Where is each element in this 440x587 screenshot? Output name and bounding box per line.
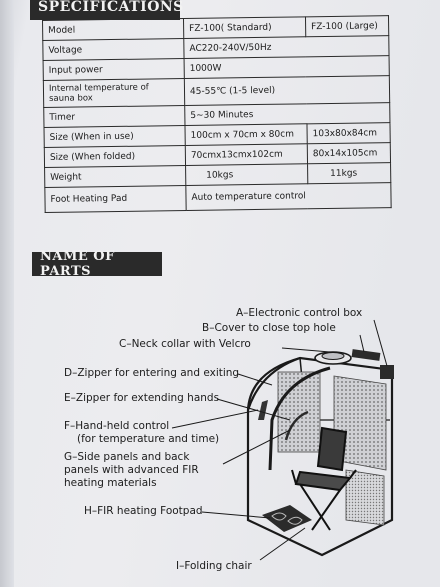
part-f-label-line1: F–Hand-held control <box>64 420 170 432</box>
top-hole-cover <box>352 349 381 361</box>
neck-collar <box>315 352 351 364</box>
size-in-use-large: 103x80x84cm <box>307 123 390 144</box>
internal-temperature-label-line2: sauna box <box>49 93 93 104</box>
specifications-heading: SPECIFICATIONS <box>30 0 180 20</box>
part-g-label-line3: heating materials <box>64 477 157 489</box>
part-a-label: A–Electronic control box <box>236 307 363 319</box>
name-of-parts-heading: NAME OF PARTS <box>32 252 162 276</box>
part-d-label: D–Zipper for entering and exiting <box>64 367 240 379</box>
part-h-label: H–FIR heating Footpad <box>84 505 203 517</box>
foot-heating-pad-value: Auto temperature control <box>186 183 391 211</box>
internal-temperature-value: 45-55℃ (1-5 level) <box>184 76 389 106</box>
input-power-label: Input power <box>43 59 184 81</box>
part-e-label: E–Zipper for extending hands <box>64 392 220 404</box>
internal-temperature-label-line1: Internal temperature of <box>48 82 149 94</box>
part-f-label <box>64 420 219 446</box>
voltage-value: AC220-240V/50Hz <box>184 36 389 59</box>
hand-held-control <box>258 400 268 420</box>
timer-label: Timer <box>44 106 185 128</box>
model-standard: FZ-100( Standard) <box>183 17 305 39</box>
part-g-label-line1: G–Side panels and back <box>64 451 190 463</box>
size-folded-label: Size (When folded) <box>44 146 185 168</box>
size-in-use-label: Size (When in use) <box>44 126 185 148</box>
size-folded-standard: 70cmx13cmx102cm <box>185 144 307 166</box>
electronic-control-box <box>380 365 394 379</box>
model-label: Model <box>43 19 184 41</box>
part-f-label-line2: (for temperature and time) <box>77 433 220 445</box>
weight-large: 11kgs <box>308 163 391 184</box>
part-c-label: C–Neck collar with Velcro <box>119 338 251 350</box>
part-g-label <box>64 451 199 490</box>
size-in-use-standard: 100cm x 70cm x 80cm <box>185 124 307 146</box>
voltage-label: Voltage <box>43 39 184 61</box>
foot-heating-pad-label: Foot Heating Pad <box>45 186 186 213</box>
part-g-label-line2: panels with advanced FIR <box>64 464 199 476</box>
part-b-label: B–Cover to close top hole <box>202 322 336 334</box>
input-power-value: 1000W <box>184 56 389 79</box>
side-heating-panel <box>346 470 384 525</box>
weight-standard: 10kgs <box>186 164 308 186</box>
model-large: FZ-100 (Large) <box>305 16 388 37</box>
size-folded-large: 80x14x105cm <box>307 143 390 164</box>
weight-label: Weight <box>45 166 186 188</box>
timer-value: 5~30 Minutes <box>185 103 390 126</box>
part-i-label: I–Folding chair <box>176 560 252 572</box>
